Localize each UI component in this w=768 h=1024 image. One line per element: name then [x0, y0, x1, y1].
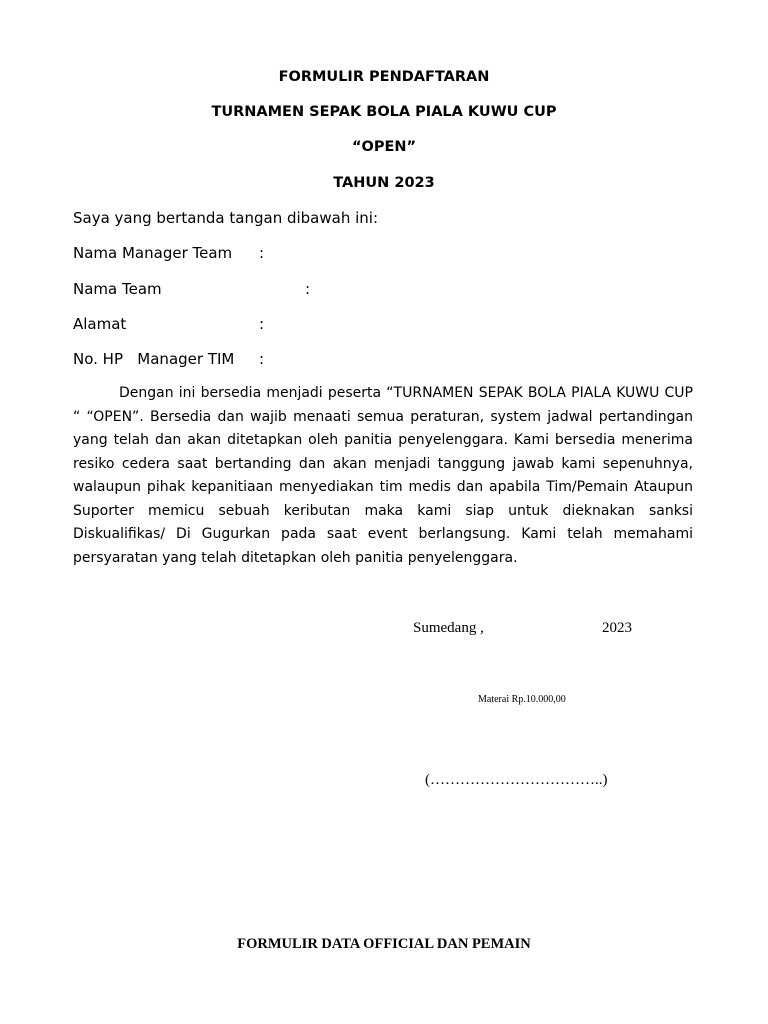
tournament-category: “OPEN”: [351, 139, 417, 155]
signature-line: (……………………………..): [425, 772, 608, 788]
field-label: Alamat: [73, 315, 127, 333]
form-title: FORMULIR PENDAFTARAN: [278, 69, 490, 85]
signature-year: 2023: [602, 620, 632, 636]
field-colon: :: [259, 315, 265, 333]
field-label: Nama Team: [73, 280, 162, 298]
stamp-duty-note: Materai Rp.10.000,00: [478, 694, 566, 705]
field-colon: :: [305, 280, 311, 298]
tournament-year: TAHUN 2023: [333, 175, 435, 191]
field-colon: :: [259, 244, 265, 262]
field-colon: :: [259, 350, 265, 368]
intro-text: Saya yang bertanda tangan dibawah ini:: [73, 209, 378, 227]
tournament-name: TURNAMEN SEPAK BOLA PIALA KUWU CUP: [211, 104, 557, 120]
field-label: No. HP Manager TIM: [73, 350, 235, 368]
signature-city: Sumedang ,: [413, 620, 484, 636]
statement-paragraph: Dengan ini bersedia menjadi peserta “TURNAMEN SEPAK BOLA PIALA KUWU CUP “ “OPEN”. Bersedia dan wajib menaati semua peraturan, system jadwal pertandingan yang telah dan akan ditetapkan oleh panitia penyelenggara. Kami bersedia menerima resiko cedera saat bertanding dan akan menjadi tanggung jawab kami sepenuhnya, walaupun pihak kepanitiaan menyediakan tim medis dan apabila Tim/Pemain Ataupun Suporter memicu sebuah keributan maka kami siap untuk dieknakan sanksi Diskualifikas/ Di Gugurkan pada saat event berlangsung. Kami telah memahami persyaratan yang telah ditetapkan oleh panitia penyelenggara.: [73, 385, 693, 566]
field-label: Nama Manager Team: [73, 244, 233, 262]
next-section-title: FORMULIR DATA OFFICIAL DAN PEMAIN: [237, 936, 531, 952]
